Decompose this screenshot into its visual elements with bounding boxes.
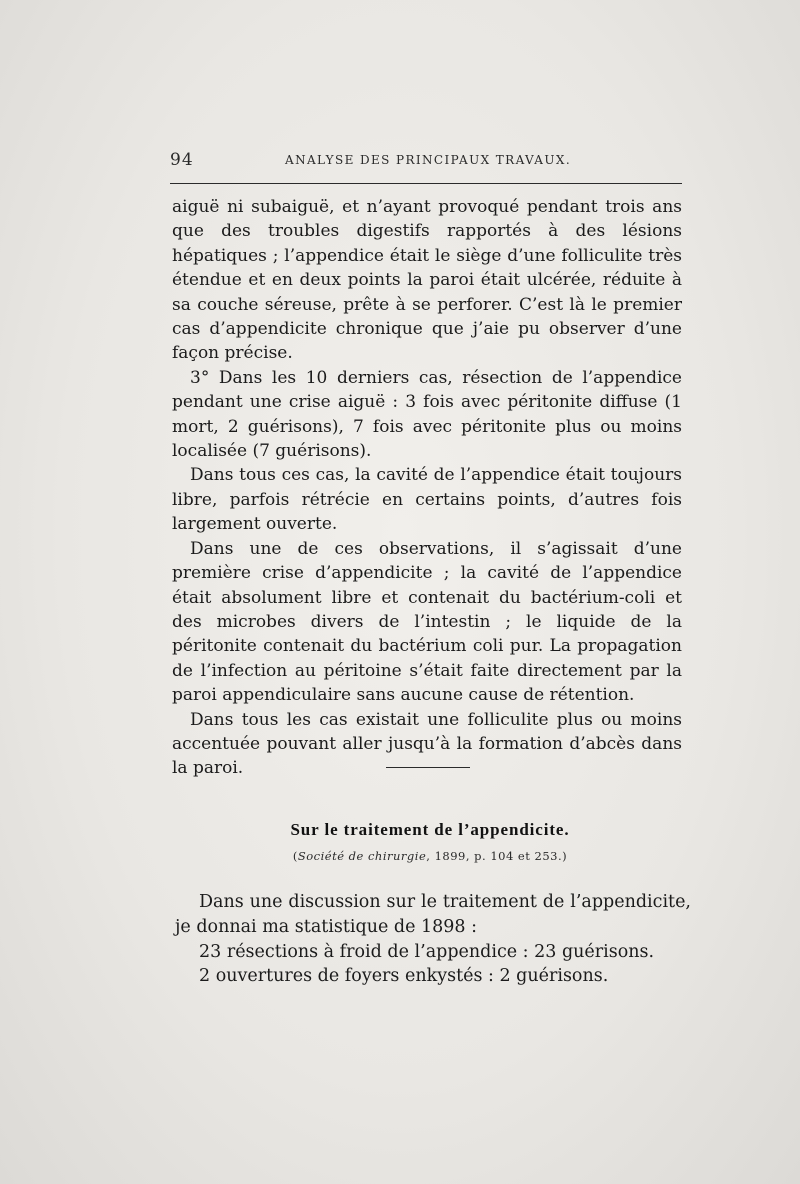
- source-close-paren: ): [562, 849, 568, 863]
- running-title: ANALYSE DES PRINCIPAUX TRAVAUX.: [285, 153, 572, 167]
- section-body: [175, 890, 691, 989]
- paragraph: aiguë ni subaiguë, et n’ayant provoqué pendant trois ans que des troubles digestifs rapportés à des lésions hépatiques ; l’appendice était le siège d’une folliculite très étendue et en deux points la paroi était ulcérée, réduite à sa couche séreuse, prête à se perforer. C’est là le premier cas d’appendicite chronique que j’aie pu observer d’une façon précise.: [172, 197, 682, 364]
- section-source: [0, 849, 800, 863]
- section-title: Sur le traitement de l’appendicite.: [290, 820, 570, 839]
- paragraph: Dans tous ces cas, la cavité de l’appendice était toujours libre, parfois rétrécie en certains points, d’autres fois largement ouverte.: [172, 465, 682, 535]
- section-lead-paragraph: Dans une discussion sur le traitement de l’appendicite, je donnai ma statistique de 1898 :: [175, 892, 691, 937]
- paragraph: Dans une de ces observations, il s’agissait d’une première crise d’appendicite ; la cavité de l’appendice était absolument libre et contenait du bactérium-coli et des microbes divers de l’intestin ; le liquide de la péritonite contenait du bactérium coli pur. La propagation de l’infection au péritoine s’était faite directement par la paroi appendiculaire sans aucune cause de rétention.: [172, 538, 682, 706]
- statistic-line: 2 ouvertures de foyers enkystés : 2 guérisons.: [199, 966, 609, 987]
- paragraph: 3° Dans les 10 derniers cas, résection de l’appendice pendant une crise aiguë : 3 fois avec péritonite diffuse (1 mort, 2 guérisons), 7 fois avec péritonite plus ou moins localisée (7 guérisons).: [172, 367, 682, 462]
- page-header: [170, 150, 682, 178]
- source-details: , 1899, p. 104 et 253.: [426, 849, 563, 863]
- paragraph: Dans tous les cas existait une folliculite plus ou moins accentuée pouvant aller jusqu’à la formation d’abcès dans la paroi.: [172, 709, 682, 779]
- section-divider: [386, 767, 470, 768]
- body-text: [172, 195, 682, 781]
- source-venue: Société de chirurgie: [297, 849, 427, 863]
- page-number: 94: [170, 150, 194, 170]
- source-open-paren: (: [292, 849, 298, 863]
- statistic-line: 23 résections à froid de l’appendice : 23 guérisons.: [199, 941, 655, 962]
- header-rule: [170, 183, 682, 184]
